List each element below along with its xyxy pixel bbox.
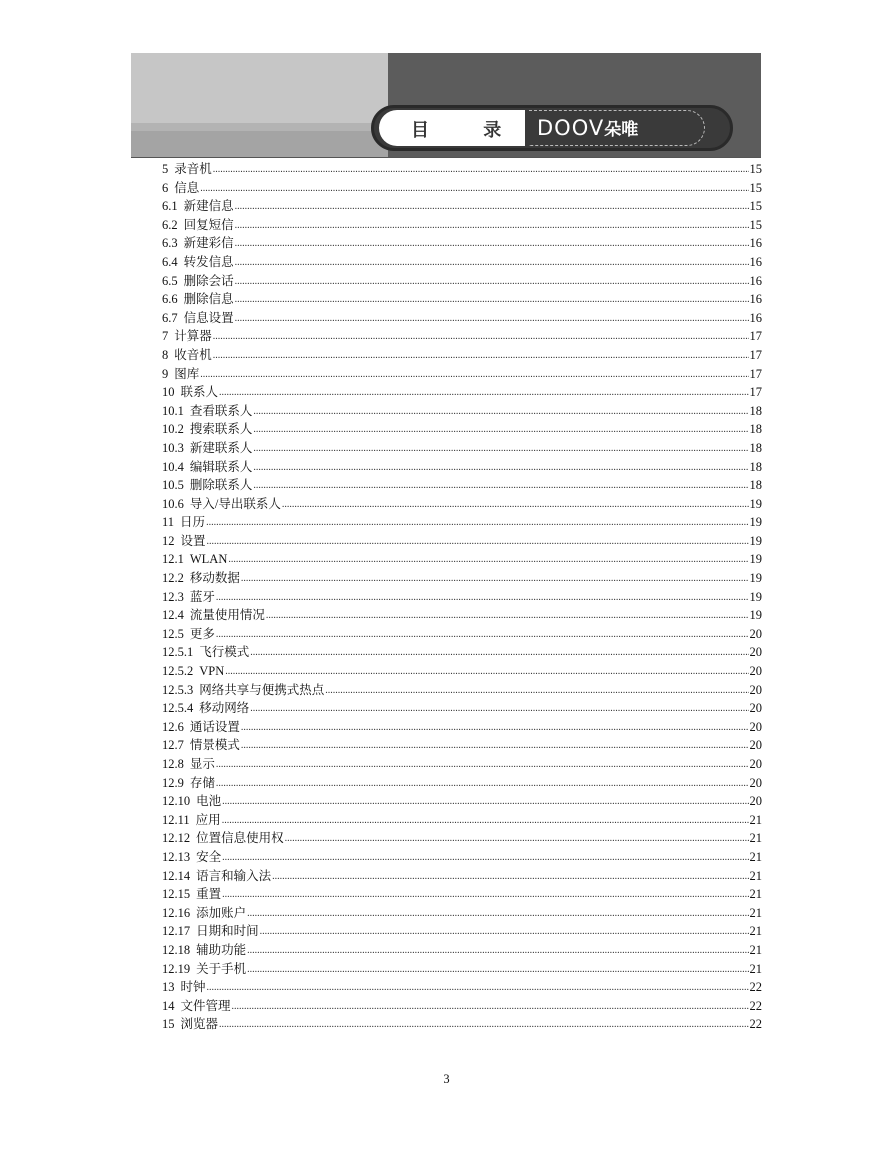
toc-entry-page: 15: [749, 180, 762, 195]
toc-entry-page: 16: [749, 292, 762, 307]
toc-entry-label: 日期和时间: [196, 924, 259, 939]
toc-entry[interactable]: [162, 532, 762, 551]
toc-entry-label: 存储: [189, 775, 215, 790]
toc-entry[interactable]: [162, 941, 762, 960]
toc-entry[interactable]: [162, 829, 762, 848]
toc-entry-page: 21: [749, 831, 762, 846]
toc-entry[interactable]: [162, 309, 762, 328]
toc-entry-label: 网络共享与便携式热点: [199, 682, 325, 697]
toc-entry-label: 新建彩信: [183, 236, 234, 251]
toc-entry-label: 新建联系人: [189, 440, 253, 455]
toc-entry-label: 更多: [189, 626, 215, 641]
toc-entry[interactable]: [162, 495, 762, 514]
toc-entry-number: 12.10: [162, 794, 191, 809]
toc-entry[interactable]: [162, 792, 762, 811]
toc-entry-page: 21: [749, 887, 762, 902]
toc-entry-page: 19: [749, 571, 762, 586]
toc-entry-page: 22: [749, 980, 762, 995]
toc-entry-number: 12.9: [162, 775, 184, 790]
toc-entry[interactable]: [162, 960, 762, 979]
toc-entry-label: 转发信息: [183, 254, 234, 269]
toc-entry-page: 19: [749, 496, 762, 511]
toc-entry-label: 录音机: [174, 162, 212, 176]
toc-entry-page: 19: [749, 533, 762, 548]
toc-entry-label: 情景模式: [189, 738, 240, 753]
toc-entry[interactable]: [162, 606, 762, 625]
toc-entry-number: 12.15: [162, 887, 191, 902]
toc-entry[interactable]: [162, 327, 762, 346]
toc-entry-page: 16: [749, 236, 762, 251]
toc-entry-label: 关于手机: [196, 961, 247, 976]
toc-leader-dots: [235, 252, 749, 273]
toc-entry-label: 通话设置: [189, 719, 240, 734]
toc-entry-number: 12.2: [162, 571, 184, 586]
toc-leader-dots: [235, 308, 749, 329]
toc-entry[interactable]: [162, 997, 762, 1016]
toc-entry-number: 12.4: [162, 608, 184, 623]
toc-entry[interactable]: [162, 513, 762, 532]
toc-leader-dots: [200, 364, 748, 385]
toc-entry-label: 导入/导出联系人: [189, 496, 281, 511]
toc-leader-dots: [241, 735, 749, 756]
toc-entry[interactable]: [162, 848, 762, 867]
toc-leader-dots: [247, 959, 748, 980]
toc-entry[interactable]: [162, 736, 762, 755]
toc-leader-dots: [225, 661, 748, 682]
toc-leader-dots: [285, 828, 749, 849]
toc-entry[interactable]: [162, 588, 762, 607]
toc-entry-page: 20: [749, 645, 762, 660]
toc-entry-page: 21: [749, 942, 762, 957]
toc-entry-number: 12: [162, 533, 175, 548]
toc-entry-page: 20: [749, 738, 762, 753]
toc-entry-number: 10.5: [162, 478, 184, 493]
toc-leader-dots: [213, 159, 749, 180]
toc-leader-dots: [250, 642, 748, 663]
toc-entry-label: 时钟: [180, 980, 206, 995]
toc-entry-number: 14: [162, 998, 175, 1013]
toc-entry[interactable]: [162, 550, 762, 569]
toc-entry-number: 12.5.1: [162, 645, 194, 660]
toc-entry-page: 21: [749, 868, 762, 883]
toc-entry[interactable]: [162, 365, 762, 384]
toc-entry-label: 信息: [174, 180, 200, 195]
toc-entry[interactable]: [162, 179, 762, 198]
toc-entry-number: 13: [162, 980, 175, 995]
toc-leader-dots: [200, 178, 748, 199]
toc-entry-page: 17: [749, 329, 762, 344]
toc-entry[interactable]: [162, 402, 762, 421]
toc-leader-dots: [241, 717, 749, 738]
toc-entry-page: 15: [749, 162, 762, 176]
toc-entry-number: 12.1: [162, 552, 184, 567]
toc-entry-label: 收音机: [174, 347, 212, 362]
toc-entry-label: 显示: [189, 757, 215, 771]
toc-entry-number: 11: [162, 515, 175, 530]
toc-entry-label: 信息设置: [183, 310, 234, 325]
toc-entry-page: 21: [749, 924, 762, 939]
toc-entry-page: 21: [749, 961, 762, 976]
toc-entry-number: 5: [162, 162, 169, 176]
toc-entry-number: 15: [162, 1017, 175, 1032]
brand-logo: [537, 115, 638, 140]
toc-entry[interactable]: [162, 681, 762, 700]
toc-entry-label: 添加账户: [196, 905, 247, 920]
toc-entry-page: 20: [749, 626, 762, 641]
toc-entry[interactable]: [162, 1015, 762, 1034]
toc-entry-label: 联系人: [180, 385, 219, 400]
toc-leader-dots: [272, 866, 748, 887]
toc-entry-number: 9: [162, 366, 169, 381]
toc-leader-dots: [253, 475, 748, 496]
toc-leader-dots: [232, 996, 749, 1017]
toc-entry-label: 应用: [195, 812, 221, 827]
toc-entry-page: 15: [749, 199, 762, 214]
toc-entry-label: WLAN: [189, 552, 228, 567]
toc-entry-page: 19: [749, 608, 762, 623]
toc-entry-page: 20: [749, 794, 762, 809]
toc-entry-label: 语言和输入法: [196, 868, 272, 883]
toc-leader-dots: [253, 457, 748, 478]
toc-leader-dots: [253, 419, 748, 440]
toc-entry-page: 22: [749, 1017, 762, 1032]
toc-leader-dots: [206, 512, 748, 533]
toc-leader-dots: [222, 810, 749, 831]
toc-entry-page: 18: [749, 459, 762, 474]
toc-entry-label: 删除联系人: [189, 478, 253, 493]
toc-entry-label: 电池: [196, 794, 222, 809]
toc-entry-number: 12.5.3: [162, 682, 194, 697]
toc-title: 目 录: [411, 120, 526, 141]
toc-entry[interactable]: [162, 662, 762, 681]
toc-entry-label: 新建信息: [183, 199, 234, 214]
toc-entry-page: 21: [749, 849, 762, 864]
toc-leader-dots: [235, 215, 749, 236]
toc-entry[interactable]: [162, 234, 762, 253]
toc-entry-number: 6: [162, 180, 169, 195]
toc-entry[interactable]: [162, 346, 762, 365]
toc-entry-page: 16: [749, 273, 762, 288]
toc-leader-dots: [216, 624, 749, 645]
toc-entry-number: 6.7: [162, 310, 178, 325]
toc-entry-number: 12.11: [162, 812, 190, 827]
toc-entry-label: VPN: [199, 664, 225, 679]
toc-entry-number: 12.14: [162, 868, 191, 883]
toc-leader-dots: [228, 549, 748, 570]
toc-entry-page: 20: [749, 757, 762, 771]
toc-entry[interactable]: [162, 904, 762, 923]
toc-entry-label: 文件管理: [180, 998, 231, 1013]
toc-entry-number: 12.19: [162, 961, 191, 976]
toc-entry-page: 19: [749, 552, 762, 567]
toc-entry[interactable]: [162, 718, 762, 737]
toc-entry-number: 6.4: [162, 254, 178, 269]
toc-entry-page: 18: [749, 422, 762, 437]
toc-entry[interactable]: [162, 160, 762, 179]
toc-entry[interactable]: [162, 439, 762, 458]
toc-entry-number: 10.6: [162, 496, 184, 511]
toc-entry-page: 20: [749, 775, 762, 790]
toc-entry-page: 20: [749, 701, 762, 716]
toc-entry-page: 18: [749, 478, 762, 493]
toc-entry-label: 查看联系人: [189, 403, 253, 418]
toc-entry-number: 10.3: [162, 440, 184, 455]
toc-entry-number: 12.18: [162, 942, 191, 957]
toc-entry-page: 19: [749, 515, 762, 530]
toc-leader-dots: [253, 438, 748, 459]
toc-leader-dots: [222, 884, 748, 905]
toc-entry-label: 编辑联系人: [189, 459, 253, 474]
toc-entry-number: 12.5.2: [162, 664, 194, 679]
toc-entry-page: 17: [749, 347, 762, 362]
toc-entry[interactable]: [162, 420, 762, 439]
toc-leader-dots: [282, 494, 749, 515]
toc-leader-dots: [216, 587, 749, 608]
toc-entry-label: 浏览器: [180, 1017, 219, 1032]
toc-leader-dots: [235, 233, 749, 254]
table-of-contents: [162, 160, 762, 1034]
header-light-block: [131, 53, 388, 123]
toc-entry[interactable]: [162, 272, 762, 291]
toc-entry[interactable]: [162, 197, 762, 216]
toc-leader-dots: [216, 754, 749, 775]
toc-leader-dots: [247, 940, 748, 961]
toc-entry-number: 12.7: [162, 738, 184, 753]
toc-leader-dots: [219, 382, 748, 403]
toc-entry[interactable]: [162, 978, 762, 997]
toc-entry-number: 10.1: [162, 403, 184, 418]
toc-entry-page: 19: [749, 589, 762, 604]
toc-entry-number: 12.3: [162, 589, 184, 604]
toc-leader-dots: [222, 847, 748, 868]
toc-leader-dots: [266, 605, 749, 626]
toc-entry-number: 6.2: [162, 217, 178, 232]
toc-entry[interactable]: [162, 643, 762, 662]
toc-entry-page: 15: [749, 217, 762, 232]
toc-leader-dots: [219, 1014, 748, 1035]
toc-entry-number: 6.1: [162, 199, 178, 214]
toc-entry[interactable]: [162, 476, 762, 495]
brand-latin: DOOV: [537, 116, 605, 140]
page-header-banner: [131, 53, 761, 157]
toc-entry-label: 搜索联系人: [189, 422, 253, 437]
toc-entry[interactable]: [162, 885, 762, 904]
toc-entry-number: 10.2: [162, 422, 184, 437]
toc-entry-number: 8: [162, 347, 169, 362]
toc-entry-page: 16: [749, 254, 762, 269]
toc-entry-label: 移动网络: [199, 701, 250, 716]
toc-leader-dots: [207, 977, 749, 998]
toc-entry-number: 6.3: [162, 236, 178, 251]
toc-entry-page: 22: [749, 998, 762, 1013]
header-mid-band: [131, 123, 388, 131]
toc-leader-dots: [247, 903, 748, 924]
toc-entry-number: 6.6: [162, 292, 178, 307]
toc-entry-number: 12.12: [162, 831, 191, 846]
brand-cn: 朵唯: [604, 120, 639, 140]
toc-entry-label: 删除信息: [183, 292, 234, 307]
toc-entry-label: 计算器: [174, 329, 212, 344]
toc-entry-label: 回复短信: [183, 217, 234, 232]
toc-entry-label: 位置信息使用权: [196, 831, 284, 846]
page-number: 3: [443, 1072, 450, 1086]
toc-entry-number: 12.5.4: [162, 701, 194, 716]
toc-entry[interactable]: [162, 811, 762, 830]
toc-entry[interactable]: [162, 253, 762, 272]
toc-leader-dots: [213, 345, 749, 366]
toc-entry[interactable]: [162, 755, 762, 774]
toc-entry-number: 7: [162, 329, 169, 344]
toc-entry-label: 流量使用情况: [189, 608, 265, 623]
toc-entry-label: 飞行模式: [199, 645, 250, 660]
toc-entry[interactable]: [162, 569, 762, 588]
toc-entry[interactable]: [162, 774, 762, 793]
toc-entry-label: 设置: [180, 533, 206, 548]
toc-entry-number: 12.5: [162, 626, 184, 641]
toc-entry-label: 图库: [174, 366, 200, 381]
toc-leader-dots: [235, 289, 749, 310]
toc-entry-label: 删除会话: [183, 273, 234, 288]
toc-leader-dots: [207, 531, 749, 552]
toc-entry-number: 10: [162, 385, 175, 400]
toc-entry-label: 安全: [196, 849, 222, 864]
toc-entry-page: 18: [749, 403, 762, 418]
toc-entry-label: 移动数据: [189, 571, 240, 586]
toc-entry-number: 10.4: [162, 459, 184, 474]
toc-leader-dots: [250, 698, 748, 719]
toc-entry-number: 12.6: [162, 719, 184, 734]
toc-leader-dots: [241, 568, 749, 589]
toc-leader-dots: [216, 773, 749, 794]
header-rule: [131, 157, 761, 158]
toc-leader-dots: [253, 401, 748, 422]
toc-entry-page: 21: [749, 812, 762, 827]
toc-leader-dots: [325, 680, 748, 701]
toc-entry-number: 6.5: [162, 273, 178, 288]
toc-leader-dots: [213, 326, 749, 347]
toc-entry-label: 蓝牙: [189, 589, 215, 604]
toc-entry-number: 12.8: [162, 757, 184, 771]
toc-entry-page: 20: [749, 682, 762, 697]
toc-entry[interactable]: [162, 383, 762, 402]
toc-entry[interactable]: [162, 216, 762, 235]
toc-entry-number: 12.17: [162, 924, 191, 939]
toc-entry[interactable]: [162, 458, 762, 477]
toc-entry-page: 21: [749, 905, 762, 920]
toc-entry-page: 16: [749, 310, 762, 325]
toc-entry[interactable]: [162, 922, 762, 941]
toc-entry[interactable]: [162, 699, 762, 718]
toc-leader-dots: [260, 921, 749, 942]
toc-entry-label: 日历: [180, 515, 206, 530]
toc-entry-number: 12.13: [162, 849, 191, 864]
toc-entry-label: 辅助功能: [196, 942, 247, 957]
toc-entry[interactable]: [162, 867, 762, 886]
toc-entry-page: 18: [749, 440, 762, 455]
toc-entry-page: 20: [749, 719, 762, 734]
toc-entry-number: 12.16: [162, 905, 191, 920]
toc-entry[interactable]: [162, 625, 762, 644]
toc-leader-dots: [235, 196, 749, 217]
toc-entry-label: 重置: [196, 887, 222, 902]
toc-leader-dots: [235, 271, 749, 292]
toc-entry-page: 20: [749, 664, 762, 679]
toc-entry[interactable]: [162, 290, 762, 309]
header-lower-band: [131, 131, 388, 157]
toc-entry-page: 17: [749, 366, 762, 381]
toc-leader-dots: [222, 791, 748, 812]
toc-entry-page: 17: [749, 385, 762, 400]
